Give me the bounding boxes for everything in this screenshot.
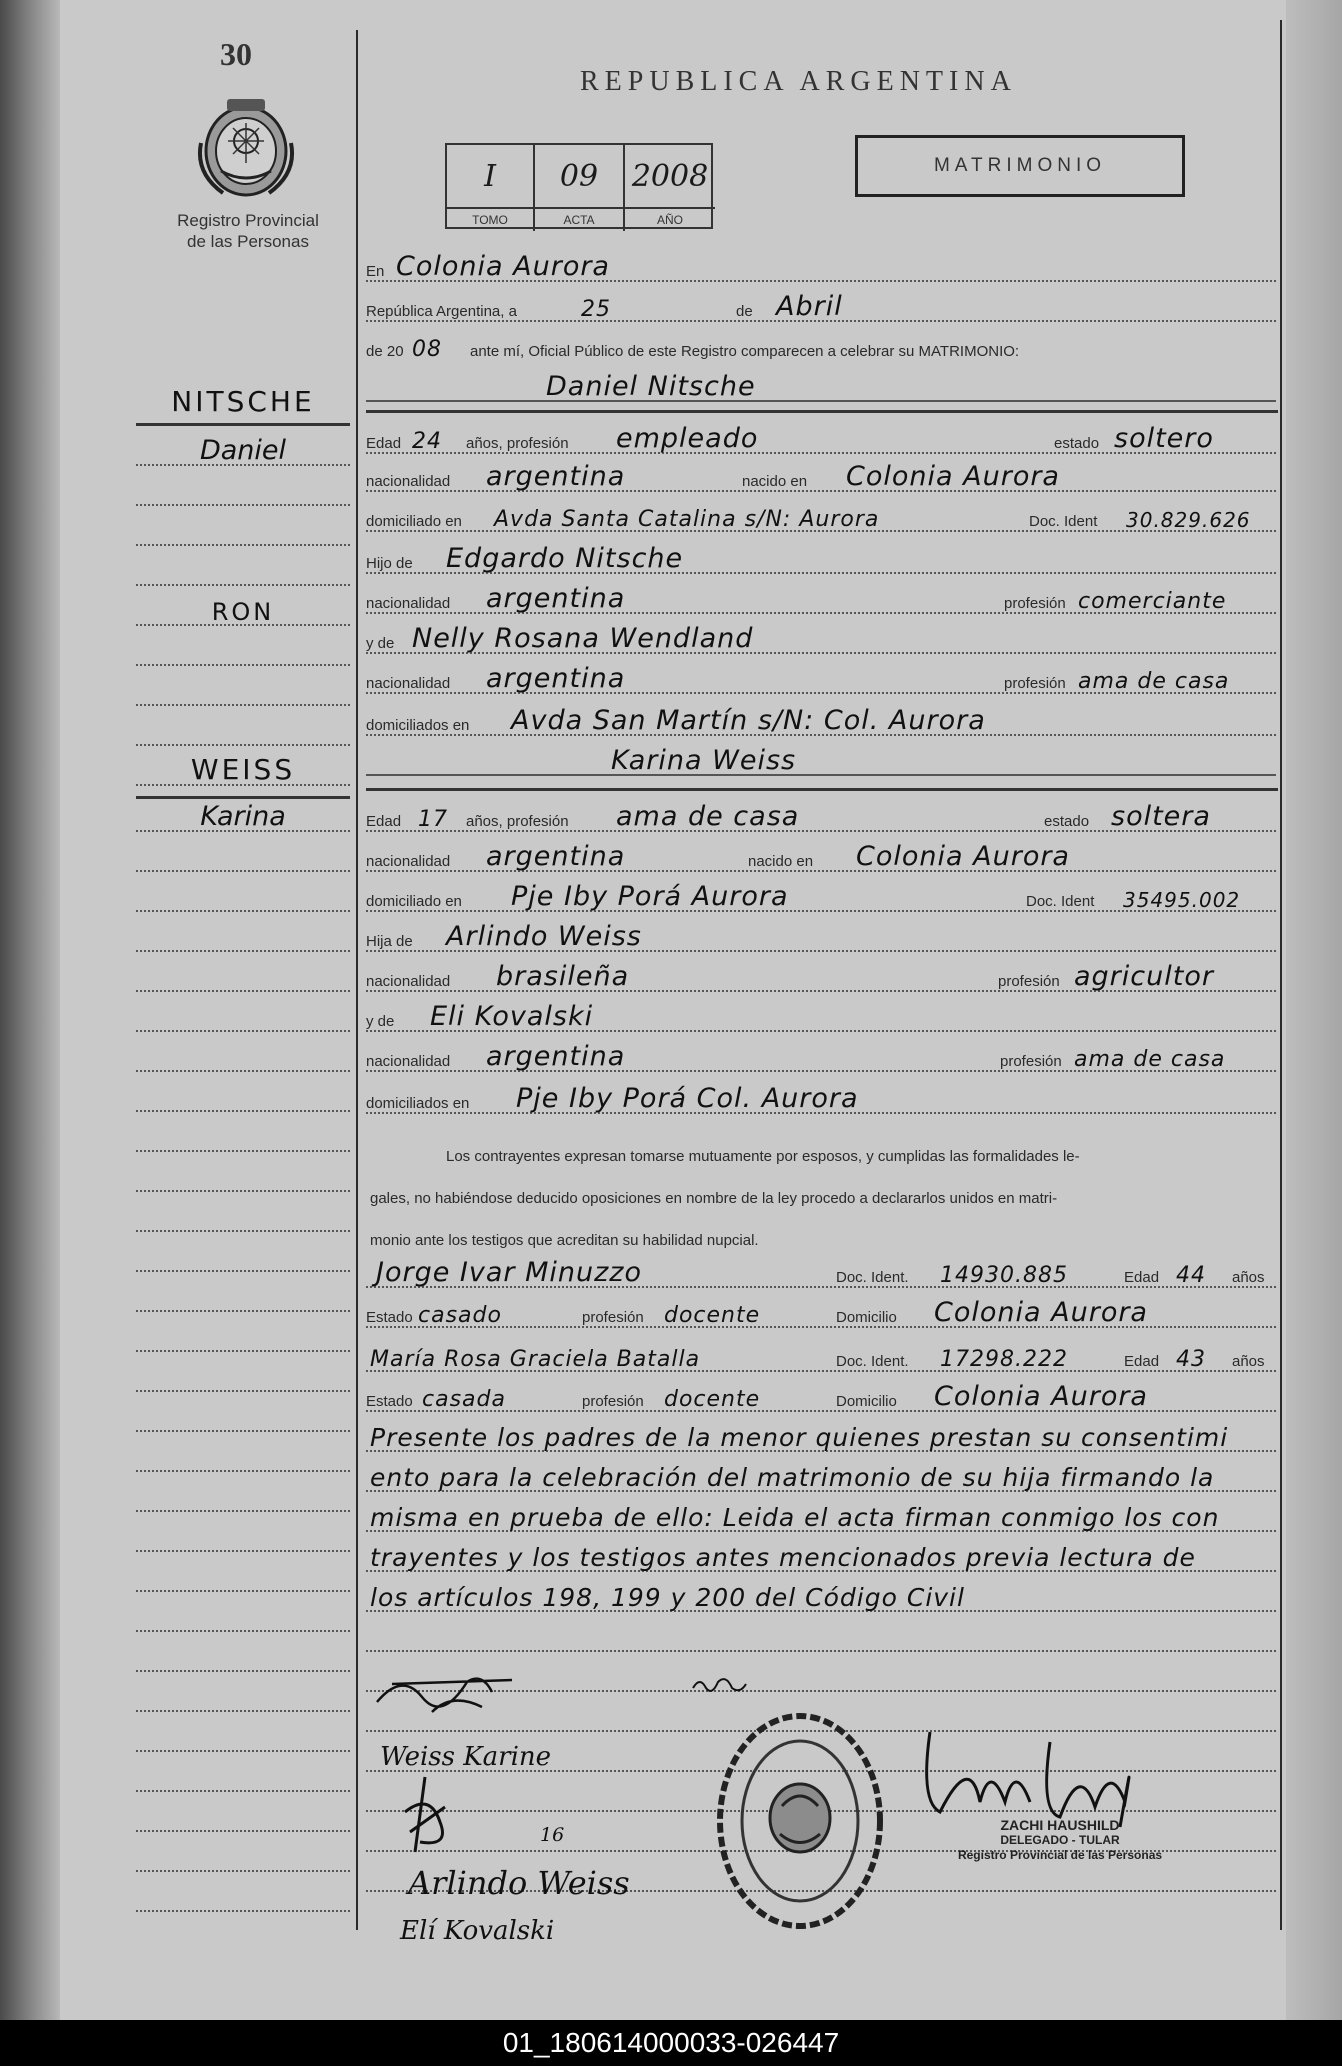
margin-line [136, 1240, 350, 1276]
margin-line [136, 1360, 350, 1396]
margin-line [136, 714, 350, 750]
bride-profession: ama de casa [616, 801, 800, 832]
registry-line-2: de las Personas [187, 232, 309, 251]
witness-1-name: Jorge Ivar Minuzzo [376, 1257, 642, 1288]
domiciliado-label: domiciliado en [366, 893, 462, 910]
witness-2-name: María Rosa Graciela Batalla [370, 1347, 701, 1372]
bride-address-row [366, 880, 1276, 916]
witness-1-status: casado [418, 1303, 502, 1328]
margin-line [136, 1600, 350, 1636]
profesion-label: profesión [1004, 675, 1066, 692]
margin-line [136, 1440, 350, 1476]
edad-label: Edad [366, 435, 402, 452]
anio-value: 2008 [631, 158, 709, 194]
groom-profession: empleado [616, 423, 759, 454]
official-signature [910, 1722, 1170, 1832]
nacionalidad-label: nacionalidad [366, 853, 451, 870]
witness-1-row [366, 1256, 1276, 1292]
nacido-label: nacido en [748, 853, 814, 870]
witness-2-profession: docente [664, 1387, 761, 1412]
margin-line [136, 1760, 350, 1796]
year-value: 08 [412, 337, 442, 362]
groom-mother-profession: ama de casa [1078, 669, 1230, 694]
margin-line [136, 674, 350, 710]
margin-line [136, 1520, 350, 1556]
bride-name-row [366, 744, 1276, 780]
tomo-value: I [447, 145, 535, 207]
groom-father-nat-row [366, 582, 1276, 618]
witness-edad-label: Edad [1124, 1353, 1160, 1370]
groom-address: Avda Santa Catalina s/N: Aurora [494, 507, 880, 532]
groom-parents-address-row [366, 704, 1276, 740]
edad-label: Edad [366, 813, 402, 830]
tomo-label: TOMO [447, 207, 535, 231]
witness-estado-label: Estado [366, 1309, 413, 1326]
witness-profesion-label: profesión [582, 1309, 644, 1326]
groom-father: Edgardo Nitsche [446, 543, 684, 574]
estado-label: estado [1044, 813, 1090, 830]
witness-doc-label: Doc. Ident. [836, 1269, 909, 1286]
witness-1-age: 44 [1176, 1263, 1206, 1288]
witness-profesion-label: profesión [582, 1393, 644, 1410]
witness-2-status: casada [422, 1387, 506, 1412]
republica-label: República Argentina, a [366, 303, 517, 320]
groom-address-row [366, 500, 1276, 536]
hija-label: Hija de [366, 933, 413, 950]
margin-line [136, 1480, 350, 1516]
declaration-line-3: monio ante los testigos que acreditan su habilidad nupcial. [370, 1232, 759, 1249]
record-type-box: MATRIMONIO [855, 135, 1185, 197]
bride-mother-signature: Elí Kovalski [400, 1916, 555, 1946]
y-de-label: y de [366, 635, 395, 652]
witness-edad-label: Edad [1124, 1269, 1160, 1286]
domiciliados-label: domiciliados en [366, 717, 470, 734]
groom-father-row [366, 542, 1276, 578]
margin-bride-given: Karina [136, 800, 350, 836]
date-row [366, 290, 1276, 326]
groom-mother-row [366, 622, 1276, 658]
margin-line [136, 1320, 350, 1356]
bride-birthplace: Colonia Aurora [856, 841, 1070, 872]
place-row [366, 250, 1276, 286]
margin-ron: RON [136, 594, 350, 630]
record-reference-box [445, 143, 713, 229]
margin-line [136, 1000, 350, 1036]
bride-father-signature: Arlindo Weiss [408, 1864, 630, 1902]
estado-label: estado [1054, 435, 1100, 452]
bride-mother-profession: ama de casa [1074, 1047, 1226, 1072]
witness-1-doc: 14930.885 [940, 1263, 1068, 1288]
margin-line [136, 1120, 350, 1156]
groom-age-row [366, 422, 1276, 458]
official-stamp-name: ZACHI HAUSHILD [1000, 1817, 1120, 1833]
day-value: 25 [581, 297, 611, 322]
groom-father-nationality: argentina [486, 583, 626, 614]
declaration-line-1: Los contrayentes expresan tomarse mutuamente por esposos, y cumplidas las formalidades le- [446, 1148, 1080, 1165]
profesion-label: años, profesión [466, 813, 569, 830]
witness-1-detail-row [366, 1296, 1276, 1332]
nacionalidad-label: nacionalidad [366, 595, 451, 612]
margin-bride-surname: WEISS [136, 754, 350, 790]
groom-nationality-row [366, 460, 1276, 496]
groom-parents-address: Avda San Martín s/N: Col. Aurora [511, 705, 986, 736]
witness-note: 16 [540, 1824, 565, 1846]
note-line: los artículos 198, 199 y 200 del Código Civil [366, 1580, 1276, 1616]
note-line: Presente los padres de la menor quienes prestan su consentimi [366, 1420, 1276, 1456]
witness-domicilio-label: Domicilio [836, 1393, 897, 1410]
registry-name [158, 210, 338, 252]
groom-nationality: argentina [486, 461, 626, 492]
margin-line [136, 1160, 350, 1196]
witness-2-detail-row [366, 1380, 1276, 1416]
margin-rule [136, 796, 350, 799]
margin-line [136, 634, 350, 670]
note-line: misma en prueba de ello: Leida el acta firman conmigo los con [366, 1500, 1276, 1536]
witness-estado-label: Estado [366, 1393, 413, 1410]
margin-rule [136, 423, 350, 426]
groom-birthplace: Colonia Aurora [846, 461, 1060, 492]
province-emblem-icon [193, 93, 299, 203]
margin-line [136, 1040, 350, 1076]
acta-label: ACTA [535, 207, 625, 231]
margin-line [136, 1840, 350, 1876]
bride-doc: 35495.002 [1123, 888, 1241, 912]
witness-2-doc: 17298.222 [940, 1347, 1068, 1372]
margin-line [136, 840, 350, 876]
margin-line [136, 1080, 350, 1116]
month-value: Abril [776, 291, 843, 322]
bride-father-row [366, 920, 1276, 956]
groom-signature [372, 1662, 522, 1718]
groom-mother: Nelly Rosana Wendland [412, 623, 754, 654]
country-heading: REPUBLICA ARGENTINA [580, 66, 1017, 97]
margin-divider [356, 30, 358, 1930]
margin-line [136, 474, 350, 510]
margin-line [136, 1800, 350, 1836]
place-value: Colonia Aurora [396, 251, 610, 282]
intro-row [366, 330, 1216, 366]
witness-2-age: 43 [1176, 1347, 1206, 1372]
bride-father-nat-row [366, 960, 1276, 996]
declaration-line-2: gales, no habiéndose deducido oposiciones en nombre de la ley procedo a declararlos unidos en matri- [370, 1190, 1058, 1207]
acta-value: 09 [535, 145, 625, 207]
profesion-label: años, profesión [466, 435, 569, 452]
groom-age: 24 [412, 429, 442, 454]
official-stamp-office: Registro Provincial de las Personas [957, 1848, 1163, 1862]
bride-age: 17 [418, 807, 448, 832]
bride-mother: Eli Kovalski [430, 1001, 594, 1032]
margin-line [136, 554, 350, 590]
margin-line [136, 880, 350, 916]
witness-initials [690, 1672, 750, 1698]
margin-line [136, 1560, 350, 1596]
bride-father: Arlindo Weiss [446, 921, 642, 952]
registry-seal-icon [710, 1706, 890, 1936]
margin-line [136, 920, 350, 956]
domiciliado-label: domiciliado en [366, 513, 462, 530]
page-number: 30 [220, 36, 252, 72]
blank-line [366, 1620, 1276, 1656]
intro-text: ante mí, Oficial Público de este Registro comparecen a celebrar su MATRIMONIO: [470, 343, 1020, 360]
bride-address: Pje Iby Porá Aurora [511, 881, 789, 912]
bride-father-profession: agricultor [1074, 961, 1214, 992]
binding-shadow [0, 0, 60, 2020]
registry-line-1: Registro Provincial [177, 211, 319, 230]
witness-1-address: Colonia Aurora [934, 1297, 1148, 1328]
en-label: En [366, 263, 385, 280]
bride-mother-nationality: argentina [486, 1041, 626, 1072]
margin-line [136, 1880, 350, 1916]
witness-signature-scribble [395, 1772, 455, 1862]
witness-doc-label: Doc. Ident. [836, 1353, 909, 1370]
note-line: ento para la celebración del matrimonio de su hija firmando la [366, 1460, 1276, 1496]
bride-section-rule [366, 788, 1278, 791]
witness-anios-label: años [1232, 1353, 1265, 1370]
nacionalidad-label: nacionalidad [366, 473, 451, 490]
profesion-label: profesión [998, 973, 1060, 990]
margin-groom-given: Daniel [136, 434, 350, 470]
margin-line [136, 1680, 350, 1716]
witness-2-row [366, 1340, 1276, 1376]
bride-signature: Weiss Karine [380, 1742, 552, 1772]
y-de-label: y de [366, 1013, 395, 1030]
de-label: de [736, 303, 753, 320]
nacionalidad-label: nacionalidad [366, 1053, 451, 1070]
official-stamp [940, 1818, 1180, 1863]
bride-nationality: argentina [486, 841, 626, 872]
anio-label: AÑO [625, 207, 715, 231]
witness-1-profession: docente [664, 1303, 761, 1328]
margin-line [136, 1640, 350, 1676]
domiciliados-label: domiciliados en [366, 1095, 470, 1112]
bride-mother-row [366, 1000, 1276, 1036]
year-prefix: de 20 [366, 343, 404, 360]
profesion-label: profesión [1000, 1053, 1062, 1070]
doc-label: Doc. Ident [1029, 513, 1098, 530]
bride-age-row [366, 800, 1276, 836]
nacido-label: nacido en [742, 473, 808, 490]
bride-parents-address: Pje Iby Porá Col. Aurora [516, 1083, 859, 1114]
groom-section-rule [366, 410, 1278, 413]
witness-domicilio-label: Domicilio [836, 1309, 897, 1326]
nacionalidad-label: nacionalidad [366, 973, 451, 990]
groom-father-profession: comerciante [1078, 589, 1227, 614]
doc-label: Doc. Ident [1026, 893, 1095, 910]
groom-mother-nat-row [366, 662, 1276, 698]
groom-name-row [366, 370, 1276, 406]
hijo-label: Hijo de [366, 555, 413, 572]
margin-line [136, 960, 350, 996]
groom-full-name: Daniel Nitsche [546, 371, 756, 402]
margin-line [136, 1200, 350, 1236]
official-stamp-title: DELEGADO - TULAR [1000, 1833, 1120, 1847]
nacionalidad-label: nacionalidad [366, 675, 451, 692]
margin-groom-surname: NITSCHE [171, 385, 315, 418]
margin-line [136, 1280, 350, 1316]
profesion-label: profesión [1004, 595, 1066, 612]
page-edge-right [1286, 0, 1342, 2020]
note-line: trayentes y los testigos antes mencionados previa lectura de [366, 1540, 1276, 1576]
bride-full-name: Karina Weiss [611, 745, 797, 776]
groom-mother-nationality: argentina [486, 663, 626, 694]
scan-caption: 01_180614000033-026447 [0, 2020, 1342, 2066]
margin-line [136, 514, 350, 550]
margin-line [136, 1400, 350, 1436]
bride-mother-nat-row [366, 1040, 1276, 1076]
groom-doc: 30.829.626 [1126, 508, 1251, 532]
witness-2-address: Colonia Aurora [934, 1381, 1148, 1412]
bride-nationality-row [366, 840, 1276, 876]
bride-father-nationality: brasileña [496, 961, 630, 992]
bride-status: soltera [1111, 801, 1211, 832]
margin-line [136, 1720, 350, 1756]
bride-parents-address-row [366, 1082, 1276, 1118]
right-border [1280, 20, 1282, 1930]
witness-anios-label: años [1232, 1269, 1265, 1286]
groom-status: soltero [1114, 423, 1214, 454]
